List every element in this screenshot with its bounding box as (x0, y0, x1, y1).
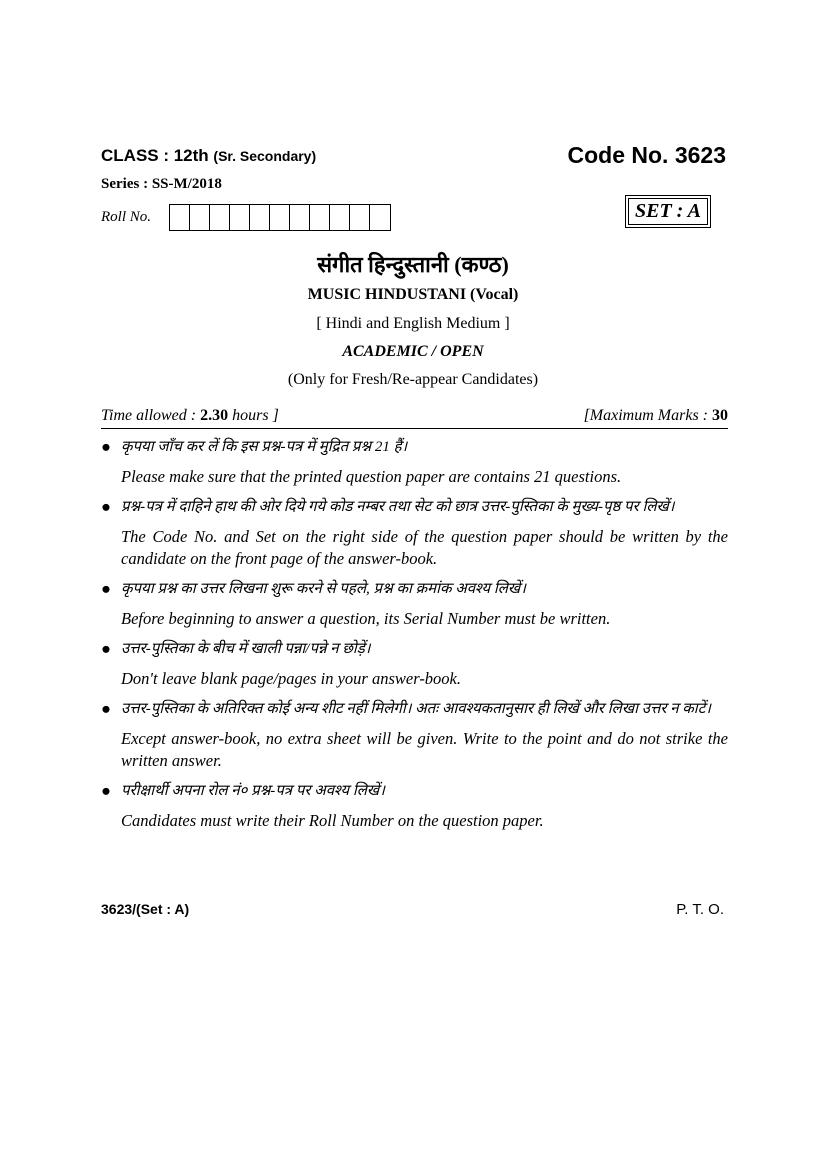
footer-pto: P. T. O. (676, 901, 724, 918)
roll-number-box[interactable] (250, 205, 270, 230)
series-label: Series : SS-M/2018 (101, 176, 222, 192)
roll-number-box[interactable] (370, 205, 390, 230)
instruction-english: Before beginning to answer a question, its Serial Number must be written. (121, 609, 611, 628)
roll-number-label: Roll No. (101, 209, 152, 225)
instruction-item (101, 436, 728, 488)
roll-number-box[interactable] (230, 205, 250, 230)
instruction-english: Don't leave blank page/pages in your answer-book. (121, 669, 462, 688)
medium-note: [ Hindi and English Medium ] (316, 315, 510, 332)
bullet-icon: ● (101, 639, 111, 658)
roll-number-box[interactable] (330, 205, 350, 230)
code-number: Code No. 3623 (567, 142, 726, 168)
instruction-hindi: प्रश्न-पत्र में दाहिने हाथ की ओर दिये गये कोड नम्बर तथा सेट को छात्र उत्तर-पुस्तिका के मुख्य-पृष्ठ पर लिखें। (121, 499, 675, 515)
instruction-item (101, 638, 728, 690)
bullet-icon: ● (101, 497, 111, 516)
hindi-title: संगीत हिन्दुस्तानी (कण्ठ) (317, 252, 509, 277)
roll-number-box[interactable] (190, 205, 210, 230)
class-sub: (Sr. Secondary) (213, 148, 317, 164)
instruction-english: The Code No. and Set on the right side of the question paper should be written by the candidate on the front page of the answer-book. (121, 527, 728, 568)
roll-number-box[interactable] (210, 205, 230, 230)
roll-number-box[interactable] (350, 205, 370, 230)
maximum-marks: [Maximum Marks : 30 (583, 407, 728, 424)
roll-number-boxes[interactable] (169, 204, 391, 231)
instruction-hindi: परीक्षार्थी अपना रोल नं० प्रश्न-पत्र पर अवश्य लिखें। (121, 783, 385, 799)
instruction-item (101, 578, 728, 630)
footer-code: 3623/(Set : A) (101, 901, 190, 917)
bullet-icon: ● (101, 579, 111, 598)
instruction-english: Except answer-book, no extra sheet will be given. Write to the point and do not strike the written answer. (121, 729, 728, 770)
time-allowed: Time allowed : 2.30 hours ] (101, 407, 279, 424)
instruction-item (101, 698, 728, 772)
instruction-item (101, 496, 728, 570)
roll-number-box[interactable] (170, 205, 190, 230)
set-badge: SET : A (628, 198, 708, 225)
bullet-icon: ● (101, 437, 111, 456)
bullet-icon: ● (101, 781, 111, 800)
class-heading (101, 146, 316, 166)
academic-open-label: ACADEMIC / OPEN (342, 343, 484, 360)
instruction-hindi: कृपया प्रश्न का उत्तर लिखना शुरू करने से पहले, प्रश्न का क्रमांक अवश्य लिखें। (121, 581, 526, 597)
roll-number-box[interactable] (270, 205, 290, 230)
instruction-english: Candidates must write their Roll Number on the question paper. (121, 811, 544, 830)
instruction-hindi: उत्तर-पुस्तिका के अतिरिक्त कोई अन्य शीट नहीं मिलेगी। अतः आवश्यकतानुसार ही लिखें और लिखा उत्तर न काटें। (121, 701, 711, 717)
english-title: MUSIC HINDUSTANI (Vocal) (307, 286, 519, 303)
instructions-list (101, 436, 728, 832)
roll-number-box[interactable] (310, 205, 330, 230)
instruction-item (101, 780, 728, 832)
roll-number-box[interactable] (290, 205, 310, 230)
instruction-hindi: कृपया जाँच कर लें कि इस प्रश्न-पत्र में मुद्रित प्रश्न 21 हैं। (121, 439, 408, 455)
divider (101, 428, 728, 429)
candidates-note: (Only for Fresh/Re-appear Candidates) (287, 371, 539, 388)
class-main: CLASS : 12th (101, 146, 209, 165)
bullet-icon: ● (101, 699, 111, 718)
instruction-english: Please make sure that the printed question paper are contains 21 questions. (121, 467, 622, 486)
instruction-hindi: उत्तर-पुस्तिका के बीच में खाली पन्ना/पन्ने न छोड़ें। (121, 641, 371, 657)
time-marks-row (101, 407, 728, 425)
